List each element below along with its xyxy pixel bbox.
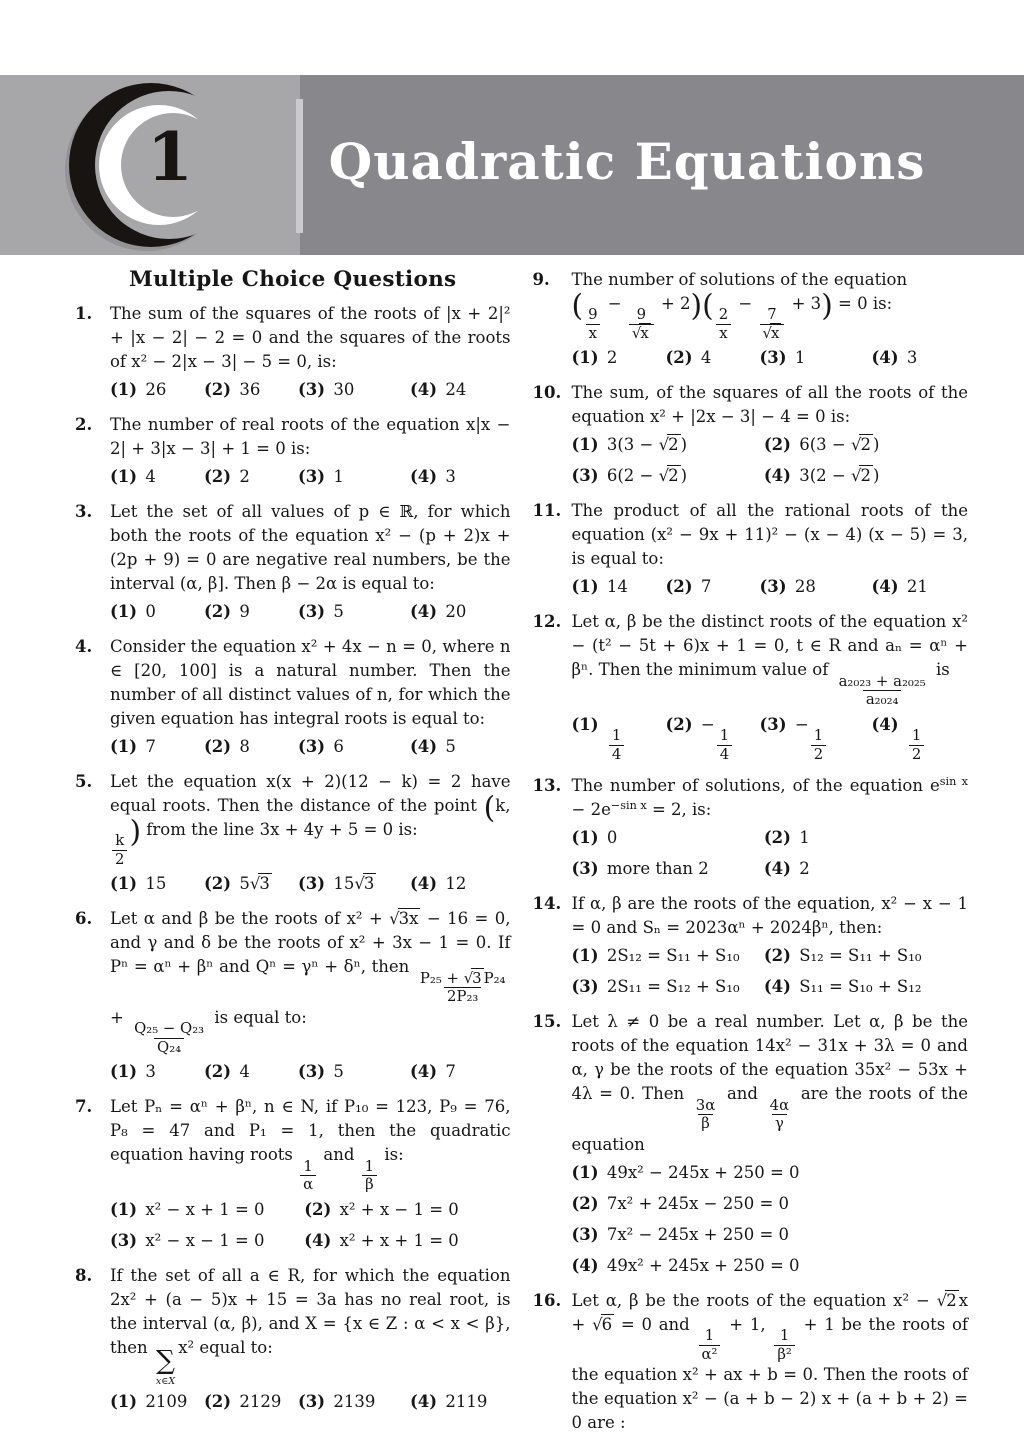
question-item [75, 302, 511, 404]
option: (4) 3(2 − √2 ) [763, 466, 880, 486]
question-options [572, 575, 969, 599]
option: (3) 15√3 [298, 874, 375, 894]
option: (3) − $\frac{1}{2}$ [760, 713, 866, 763]
question-text: Let α, β be the distinct roots of the equation x² − (t² − 5t + 6)x + 1 = 0, t ∈ R and aₙ = αⁿ + βⁿ. Then the minimum value of $\frac{\text{a₂₀₂₃ + a₂₀₂₅}}{\text{a₂₀₂₄}}$ is [571, 612, 968, 709]
option: (1) 15 [110, 874, 167, 894]
option: (3) 1 [759, 348, 806, 368]
option: (2) 7 [665, 577, 712, 597]
question-options [110, 735, 511, 759]
question-item [75, 413, 511, 491]
option: (4) 12 [410, 874, 467, 894]
question-text: If the set of all a ∈ R, for which the equation 2x² + (a − 5)x + 15 = 3a has no real root, is the interval (α, β), and X = {x ∈ Z : α < x < β}, then ∑ x∈X x² equal to: [110, 1265, 511, 1387]
question-item [75, 635, 511, 761]
option: (1) 3 [110, 1062, 156, 1082]
option: (2) 1 [763, 828, 810, 848]
question-text: The product of all the rational roots of the equation (x² − 9x + 11)² − (x − 4) (x − 5) = 3, is equal to: [571, 501, 968, 569]
option: (2) x² + x − 1 = 0 [304, 1199, 459, 1219]
question-options [572, 826, 969, 881]
question-options [572, 713, 969, 763]
option: (1) 3(3 − √2 ) [571, 435, 688, 455]
column-right [532, 268, 969, 1433]
question-text: The number of real roots of the equation x|x − 2| + 3|x − 3| + 1 = 0 is: [110, 415, 511, 458]
question-item [533, 381, 969, 490]
option: (2) 6(3 − √2 ) [763, 435, 880, 455]
option: (4) $\frac{1}{2}$ [872, 713, 969, 763]
option: (2) 5√3 [204, 874, 270, 894]
question-item [533, 1010, 969, 1279]
question-item [75, 1264, 511, 1416]
option: (3) 2139 [298, 1392, 376, 1412]
question-item [75, 1095, 511, 1254]
question-options [572, 1161, 969, 1278]
column-left [75, 268, 511, 1410]
option: (3) 7x² − 245x + 250 = 0 [571, 1224, 790, 1244]
option: (1) 4 [110, 467, 156, 486]
option: (3) 2S₁₁ = S₁₂ + S₁₀ [571, 977, 740, 997]
question-item [75, 907, 511, 1086]
question-text: Let the equation x(x + 2)(12 − k) = 2 have equal roots. Then the distance of the point (k, $\frac{k}{2}$ ) from the line 3x + 4y + 5 = 0 is: [110, 772, 511, 868]
option: (3) 28 [759, 577, 816, 597]
option: (4) x² + x + 1 = 0 [304, 1230, 459, 1250]
question-options [110, 1390, 511, 1414]
question-options [110, 872, 511, 896]
question-text: Let λ ≠ 0 be a real number. Let α, β be the roots of the equation 14x² − 31x + 3λ = 0 and α, γ be the roots of the equation 35x² − 53x + 4λ = 0. Then $\frac{3\alpha}{\beta}$ and $\frac{4\alpha}{\gamma}$ are the roots of the equation [571, 1012, 968, 1154]
question-item [75, 770, 511, 898]
question-number: 5. [75, 772, 93, 791]
question-number: 4. [75, 637, 93, 656]
question-options [572, 346, 969, 370]
question-number: 11. [532, 501, 562, 521]
option: (2) 36 [204, 380, 261, 399]
option: (4) 7 [410, 1062, 456, 1082]
option: (4) 3 [871, 348, 918, 368]
question-item [75, 500, 511, 626]
option: (4) 5 [410, 737, 456, 756]
option: (3) 5 [298, 602, 344, 621]
option: (2) S₁₂ = S₁₁ + S₁₀ [763, 946, 922, 966]
question-options [572, 944, 969, 999]
option: (2) 2129 [204, 1392, 282, 1412]
chapter-logo [63, 70, 253, 260]
option: (1) x² − x + 1 = 0 [110, 1199, 265, 1219]
option: (3) 6 [298, 737, 344, 756]
question-item [533, 610, 969, 765]
option: (1) $\frac{1}{4}$ [572, 713, 660, 763]
question-number: 16. [532, 1290, 562, 1310]
option: (4) 20 [410, 602, 467, 621]
question-number: 13. [532, 776, 562, 796]
option: (1) 2109 [110, 1392, 188, 1412]
question-text: The sum of the squares of the roots of |x + 2|² + |x − 2| − 2 = 0 and the squares of the roots of x² − 2|x − 3| − 5 = 0, is: [110, 304, 511, 371]
option: (1) 2 [571, 348, 618, 368]
option: (3) 30 [298, 380, 355, 399]
option: (1) 14 [571, 577, 628, 597]
question-text: The sum, of the squares of all the roots of the equation x² + |2x − 3| − 4 = 0 is: [571, 383, 968, 427]
question-options [110, 465, 511, 489]
question-item [533, 499, 969, 601]
question-number: 7. [75, 1097, 93, 1117]
option: (4) 3 [410, 467, 456, 486]
section-heading: Multiple Choice Questions [129, 267, 457, 292]
question-text: The number of solutions of the equation ( $\frac{9}{x}$ − $\frac{9}{√x}$ + 2)( $\frac{2}{x}$ − $\frac{7}{√x}$ + 3) = 0 is: [571, 270, 908, 342]
option: (2) − $\frac{1}{4}$ [666, 713, 754, 763]
option: (2) 4 [665, 348, 712, 368]
question-text: The number of solutions, of the equation $e^{sin x} - 2e^{-sin x} = 2$, is: [571, 775, 969, 820]
question-options [110, 1198, 511, 1253]
chapter-header-left [0, 75, 300, 255]
question-number: 14. [532, 894, 562, 914]
question-number: 2. [75, 415, 93, 434]
option: (3) 6(2 − √2 ) [571, 466, 688, 486]
option: (2) 8 [204, 737, 250, 756]
chapter-title: Quadratic Equations [328, 132, 926, 191]
option: (3) more than 2 [571, 859, 709, 879]
option: (2) 4 [204, 1062, 250, 1082]
question-number: 10. [532, 383, 562, 403]
question-item [533, 774, 969, 883]
question-number: 3. [75, 502, 93, 521]
option: (2) 2 [204, 467, 250, 486]
option: (3) x² − x − 1 = 0 [110, 1230, 265, 1250]
option: (4) 2 [763, 859, 810, 879]
question-options [110, 378, 511, 402]
option: (1) 0 [110, 602, 156, 621]
question-text: Let the set of all values of p ∈ ℝ, for which both the roots of the equation x² − (p + 2)x + (2p + 9) = 0 are negative real numbers, be the interval (α, β]. Then β − 2α is equal to: [110, 502, 511, 593]
question-item [533, 1289, 969, 1435]
chapter-header-right [300, 75, 1024, 255]
content-columns [75, 267, 969, 1433]
question-item [533, 268, 969, 372]
question-options [110, 600, 511, 624]
question-number: 9. [532, 270, 550, 289]
question-item [533, 892, 969, 1001]
header-divider [296, 99, 303, 233]
option: (4) 49x² + 245x + 250 = 0 [571, 1255, 800, 1275]
option: (4) 24 [410, 380, 467, 399]
question-options [572, 433, 969, 488]
question-number: 15. [532, 1012, 562, 1032]
option: (1) 7 [110, 737, 156, 756]
option: (2) 9 [204, 602, 250, 621]
question-number: 1. [75, 304, 93, 323]
option: (2) 7x² + 245x − 250 = 0 [571, 1193, 790, 1213]
chapter-header [0, 75, 1024, 255]
question-text: If α, β are the roots of the equation, x² − x − 1 = 0 and Sₙ = 2023αⁿ + 2024βⁿ, then: [571, 894, 968, 938]
question-text: Let Pₙ = αⁿ + βⁿ, n ∈ N, if P₁₀ = 123, P₉ = 76, P₈ = 47 and P₁ = 1, then the quadratic equation having roots $\frac{1}{\alpha}$ and $\frac{1}{\beta}$ is: [110, 1097, 511, 1194]
option: (4) 2119 [410, 1392, 488, 1412]
question-options [110, 1060, 511, 1084]
question-number: 12. [532, 612, 562, 632]
question-number: 8. [75, 1265, 93, 1285]
question-number: 6. [75, 909, 93, 929]
option: (3) 1 [298, 467, 344, 486]
option: (1) 49x² − 245x + 250 = 0 [571, 1162, 800, 1182]
option: (1) 0 [571, 828, 618, 848]
chapter-number: 1 [147, 118, 193, 196]
option: (4) 21 [871, 577, 928, 597]
question-text: Let α and β be the roots of x² + √3x − 16 = 0, and γ and δ be the roots of x² + 3x − 1 = 0. If Pⁿ = αⁿ + βⁿ and Qⁿ = γⁿ + δⁿ, then $\frac{\text{P₂₅ + √3 P₂₄}}{\text{2P₂₃}}$ + $\frac{\text{Q₂₅ − Q₂₃}}{\text{Q₂₄}}$ is equal to: [110, 909, 511, 1056]
option: (1) 26 [110, 380, 167, 399]
question-text: Let α, β be the roots of the equation x² − √2 x + √6 = 0 and $\frac{1}{\text{α²}}$ + 1, $\frac{1}{\text{β²}}$ + 1 be the roots of the equation x² + ax + b = 0. Then the roots of the equation x² − (a + b − 2) x + (a + b + 2) = 0 are : [571, 1290, 968, 1433]
option: (4) S₁₁ = S₁₀ + S₁₂ [763, 977, 922, 997]
option: (1) 2S₁₂ = S₁₁ + S₁₀ [571, 946, 740, 966]
option: (3) 5 [298, 1062, 344, 1082]
question-text: Consider the equation x² + 4x − n = 0, where n ∈ [20, 100] is a natural number. Then the number of all distinct values of n, for which the given equation has integral roots is equal to: [110, 637, 511, 728]
